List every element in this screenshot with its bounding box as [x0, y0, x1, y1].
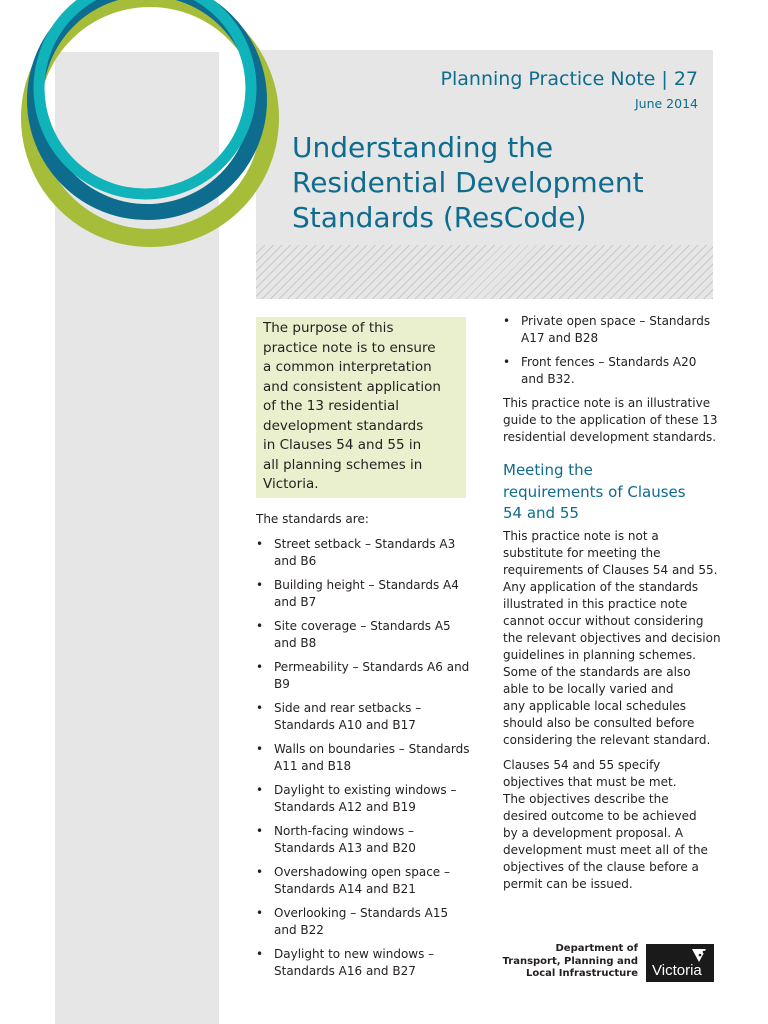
purpose-line: of the 13 residential	[263, 398, 400, 414]
paragraph-line: the relevant objectives and decision	[503, 631, 721, 645]
list-item	[256, 618, 476, 652]
purpose-line: practice note is to ensure	[263, 339, 436, 356]
paragraph-line: any applicable local schedules	[503, 699, 687, 713]
paragraph-line: The objectives describe the	[503, 792, 669, 806]
dept-line: Department of	[555, 943, 638, 954]
item-line: Daylight to existing windows –	[274, 783, 457, 797]
purpose-line: development standards	[263, 417, 424, 434]
paragraph-line: permit can be issued.	[503, 877, 633, 891]
paragraph-line: by a development proposal. A	[503, 826, 684, 840]
item-line: Standards A16 and B27	[274, 964, 416, 978]
item-line: Standards A13 and B20	[274, 841, 416, 855]
bullet: •	[503, 355, 511, 369]
list-item	[256, 905, 476, 939]
purpose-line: and consistent application	[263, 378, 441, 395]
item-line: Daylight to new windows –	[274, 947, 435, 961]
list-item	[503, 354, 710, 388]
purpose-line: a common interpretation	[263, 359, 432, 375]
paragraph-line: objectives that must be met.	[503, 775, 677, 789]
paragraph-line: able to be locally varied and	[503, 682, 674, 696]
item-line: Standards A10 and B17	[274, 718, 416, 732]
paragraph-line: requirements of Clauses 54 and 55.	[503, 563, 718, 577]
heading-line: Meeting the	[503, 461, 593, 479]
item-line: Standards A12 and B19	[274, 800, 416, 814]
bullet: •	[256, 537, 264, 551]
paragraph-line: desired outcome to be achieved	[503, 809, 697, 823]
bullet: •	[256, 824, 264, 838]
page-title	[292, 130, 712, 235]
title-line: Standards (ResCode)	[292, 201, 587, 234]
list-item	[256, 946, 476, 980]
purpose-line: all planning schemes in	[263, 456, 423, 473]
item-line: Permeability – Standards A6 and	[274, 660, 470, 674]
meeting-paragraph-1	[503, 528, 721, 749]
item-line: and B8	[274, 636, 317, 650]
paragraph-line: guide to the application of these 13	[503, 413, 718, 427]
list-item	[503, 313, 710, 347]
purpose-line: Victoria.	[263, 476, 319, 492]
item-line: and B7	[274, 595, 317, 609]
item-line: and B32.	[521, 372, 575, 386]
paragraph-line: should also be consulted before	[503, 716, 695, 730]
list-item	[256, 536, 476, 570]
item-line: Site coverage – Standards A5	[274, 619, 451, 633]
paragraph-line: Some of the standards are also	[503, 665, 691, 679]
item-line: Walls on boundaries – Standards	[274, 742, 470, 756]
item-line: Standards A14 and B21	[274, 882, 416, 896]
heading-line: requirements of Clauses	[503, 482, 686, 501]
item-line: and B22	[274, 923, 324, 937]
title-line: Residential Development	[292, 166, 644, 199]
item-line: Private open space – Standards	[521, 314, 711, 328]
paragraph-line: Clauses 54 and 55 specify	[503, 758, 661, 772]
bullet: •	[503, 314, 511, 328]
paragraph-line: guidelines in planning schemes.	[503, 648, 696, 662]
bullet: •	[256, 783, 264, 797]
decorative-rings	[0, 0, 290, 280]
bullet: •	[256, 701, 264, 715]
heading-line: 54 and 55	[503, 504, 579, 522]
victoria-logo	[646, 944, 714, 982]
purpose-line: in Clauses 54 and 55 in	[263, 437, 422, 453]
bullet: •	[256, 865, 264, 879]
publication-date: June 2014	[634, 96, 698, 111]
bullet: •	[256, 947, 264, 961]
item-line: Overshadowing open space –	[274, 865, 450, 879]
dept-line: Local Infrastructure	[525, 968, 638, 979]
bullet: •	[256, 619, 264, 633]
paragraph-line: illustrated in this practice note	[503, 597, 688, 611]
paragraph-line: substitute for meeting the	[503, 546, 661, 560]
meeting-paragraph-2	[503, 757, 708, 893]
bullet: •	[256, 578, 264, 592]
paragraph-line: cannot occur without considering	[503, 614, 704, 628]
dept-line: Transport, Planning and	[502, 955, 638, 967]
bullet: •	[256, 660, 264, 674]
item-line: Side and rear setbacks –	[274, 701, 422, 715]
practice-note-title: Planning Practice Note | 27	[440, 68, 698, 90]
bullet: •	[256, 906, 264, 920]
list-item	[256, 782, 476, 816]
list-item	[256, 659, 476, 693]
list-item	[256, 577, 476, 611]
paragraph-line: residential development standards.	[503, 430, 717, 444]
item-line: and B6	[274, 554, 317, 568]
paragraph-line: This practice note is an illustrative	[503, 396, 711, 410]
list-item	[256, 700, 476, 734]
illustrative-paragraph	[503, 395, 718, 446]
paragraph-line: development must meet all of the	[503, 843, 708, 857]
title-line: Understanding the	[292, 131, 554, 164]
bullet: •	[256, 742, 264, 756]
hatched-band	[256, 245, 713, 299]
department-name	[503, 943, 638, 981]
paragraph-line: considering the relevant standard.	[503, 733, 711, 747]
item-line: Street setback – Standards A3	[274, 537, 456, 551]
paragraph-line: objectives of the clause before a	[503, 860, 699, 874]
paragraph-line: Any application of the standards	[503, 580, 699, 594]
standards-list-continued	[503, 313, 710, 395]
item-line: North-facing windows –	[274, 824, 415, 838]
item-line: A11 and B18	[274, 759, 352, 773]
victoria-wordmark: Victoria	[652, 962, 702, 979]
item-line: Overlooking – Standards A15	[274, 906, 449, 920]
item-line: Front fences – Standards A20	[521, 355, 697, 369]
list-item	[256, 823, 476, 857]
standards-list	[256, 536, 476, 987]
item-line: Building height – Standards A4	[274, 578, 459, 592]
list-item	[256, 741, 476, 775]
paragraph-line: This practice note is not a	[503, 529, 659, 543]
list-item	[256, 864, 476, 898]
standards-intro: The standards are:	[256, 512, 369, 526]
purpose-callout	[256, 317, 466, 498]
section-heading	[503, 460, 686, 525]
purpose-line: The purpose of this	[263, 320, 394, 336]
item-line: A17 and B28	[521, 331, 599, 345]
item-line: B9	[274, 677, 290, 691]
